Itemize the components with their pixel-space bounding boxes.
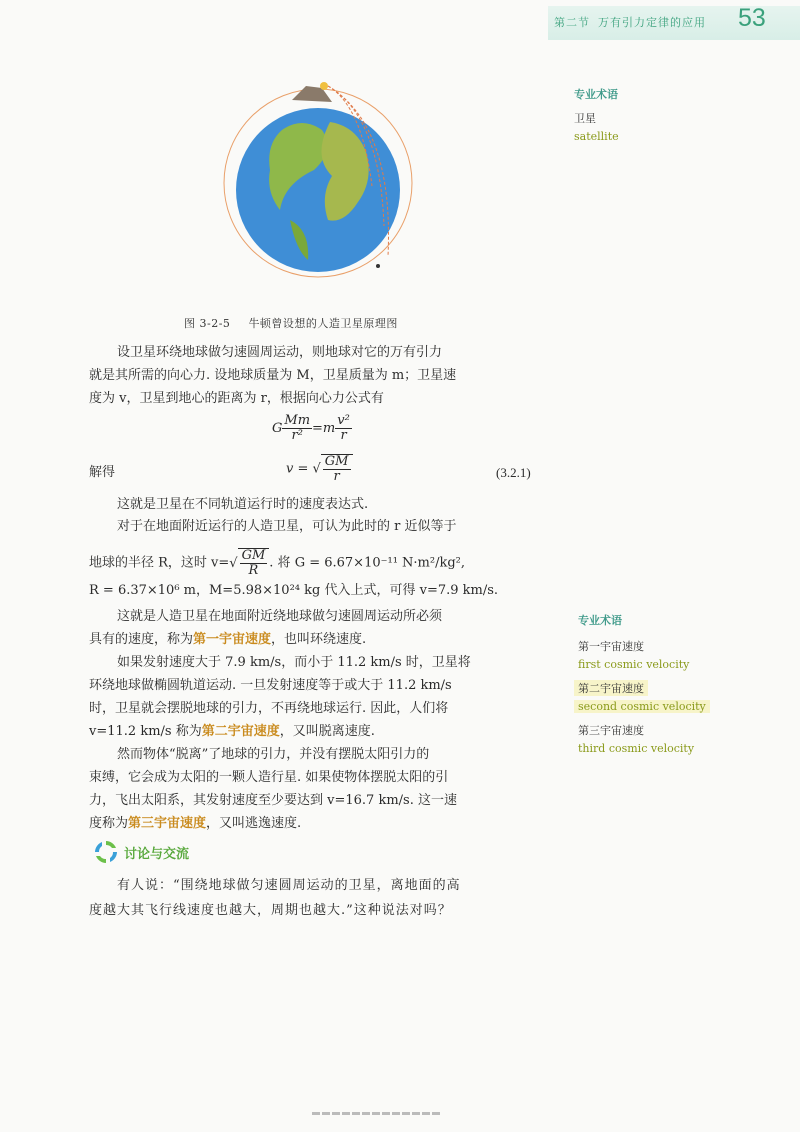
frac-num-gm: GM (324, 454, 349, 469)
newton-satellite-figure (220, 70, 420, 292)
bottom-page-mark (312, 1112, 442, 1115)
paragraph-4-line-2 (89, 629, 366, 651)
frac-den-r2: r² (291, 428, 303, 443)
paragraph-5-line-4 (89, 721, 375, 743)
paragraph-6-line-1: 然而物体“脱离”了地球的引力，并没有摆脱太阳引力的 (117, 747, 430, 762)
frac-den-r: r (340, 428, 347, 443)
frac-gm-r (323, 455, 351, 484)
frac-den-r-2: r (333, 469, 340, 484)
paragraph-3-line-3: R = 6.37×10⁶ m，M=5.98×10²⁴ kg 代入上式，可得 v=7.9 km/s. (89, 583, 499, 598)
paragraph-3-line-2 (89, 548, 465, 578)
paragraph-3-line-1: 对于在地面附近运行的人造卫星，可认为此时的 r 近似等于 (117, 519, 457, 534)
p3-line2-start: 地球的半径 R，这时 v= (89, 555, 230, 571)
satellite-dot (376, 264, 380, 268)
cannon-icon (320, 82, 328, 90)
p6-line4-start: 度称为 (89, 816, 129, 831)
frac-num-gm-2: GM (241, 548, 266, 563)
p5-line4-start: v=11.2 km/s 称为 (89, 724, 202, 739)
paragraph-1-line-2: 就是其所需的向心力. 设地球质量为 M，卫星质量为 m；卫星速 (89, 368, 457, 383)
p6-line4-end: ，又叫逃逸速度. (206, 816, 302, 831)
solve-label: 解得 (89, 465, 116, 480)
sidebar-2-title: 专业术语 (578, 614, 622, 627)
discussion-line-1: 有人说：“围绕地球做匀速圆周运动的卫星，离地面的高 (117, 878, 461, 893)
paragraph-1-line-3: 度为 v，卫星到地心的距离为 r，根据向心力公式有 (89, 391, 384, 406)
figure-caption-number: 图 3-2-5 (184, 317, 231, 330)
header-title: 万有引力定律的应用 (598, 16, 706, 29)
term-first-cosmic-velocity: 第一宇宙速度 (193, 632, 272, 647)
p5-line4-end: ，又叫脱离速度. (279, 724, 375, 739)
frac-den-R: R (248, 563, 259, 578)
sidebar-1-term-zh: 卫星 (574, 112, 596, 125)
paragraph-6-line-3: 力，飞出太阳系，其发射速度至少要达到 v=16.7 km/s. 这一速 (89, 793, 457, 808)
frac-num-v2: v² (337, 413, 350, 428)
p3-line2-end: . 将 G = 6.67×10⁻¹¹ N·m²/kg², (269, 555, 466, 571)
term-second-cosmic-velocity: 第二宇宙速度 (201, 724, 280, 739)
header-section: 第二节 (554, 16, 590, 29)
paragraph-1-line-1: 设卫星环绕地球做匀速圆周运动，则地球对它的万有引力 (117, 345, 443, 360)
frac-mm-r2 (282, 414, 312, 443)
discussion-title: 讨论与交流 (124, 847, 190, 862)
page-number: 53 (738, 4, 766, 32)
paragraph-6-line-4 (89, 813, 301, 835)
p4-line2-start: 具有的速度，称为 (89, 632, 194, 647)
sqrt-gm-R (238, 548, 270, 578)
sqrt-gm-R-formula: √ $\frac{GM}{R}$ (229, 556, 269, 571)
formula-eq-m: =m (312, 421, 336, 436)
sidebar-1-term-en: satellite (574, 130, 619, 143)
sidebar-1-title: 专业术语 (574, 88, 618, 101)
paragraph-2: 这就是卫星在不同轨道运行时的速度表达式. (117, 497, 369, 512)
paragraph-6-line-2: 束缚，它会成为太阳的一颗人造行星. 如果使物体摆脱太阳的引 (89, 770, 449, 785)
term-third-cosmic-velocity: 第三宇宙速度 (128, 816, 207, 831)
equation-label: (3.2.1) (496, 465, 531, 480)
formula-v-eq: v = (286, 461, 309, 477)
sidebar-2-term-1-zh: 第一宇宙速度 (578, 640, 644, 653)
velocity-formula: v = √ $\frac{GM}{r}$ (286, 454, 353, 484)
frac-num-mm: Mm (284, 413, 311, 428)
sidebar-2-term-1-en: first cosmic velocity (578, 658, 690, 671)
frac-v2-r (335, 414, 352, 443)
formula-g: G (272, 421, 283, 436)
paragraph-5-line-3: 时，卫星就会摆脱地球的引力，不再绕地球运行. 因此，人们将 (89, 701, 449, 716)
discussion-icon (92, 838, 120, 866)
figure-caption (184, 315, 398, 331)
discussion-line-2: 度越大其飞行线速度也越大，周期也越大.”这种说法对吗？ (89, 903, 452, 918)
paragraph-4-line-1: 这就是人造卫星在地面附近绕地球做匀速圆周运动所必须 (117, 609, 443, 624)
sidebar-2-term-3-en: third cosmic velocity (578, 742, 695, 755)
frac-gm-R (240, 549, 268, 578)
sidebar-2-term-3-zh: 第三宇宙速度 (578, 724, 644, 737)
figure-caption-text: 牛顿曾设想的人造卫星原理图 (248, 317, 398, 330)
centripetal-formula (272, 414, 352, 443)
p4-line2-end: ，也叫环绕速度. (271, 632, 367, 647)
sidebar-2-term-2-en: second cosmic velocity (574, 700, 710, 713)
paragraph-5-line-1: 如果发射速度大于 7.9 km/s，而小于 11.2 km/s 时，卫星将 (117, 655, 471, 670)
paragraph-5-line-2: 环绕地球做椭圆轨道运动. 一旦发射速度等于或大于 11.2 km/s (89, 678, 452, 693)
sidebar-2-term-2-zh: 第二宇宙速度 (574, 680, 648, 696)
sqrt-gm-r (321, 454, 353, 484)
